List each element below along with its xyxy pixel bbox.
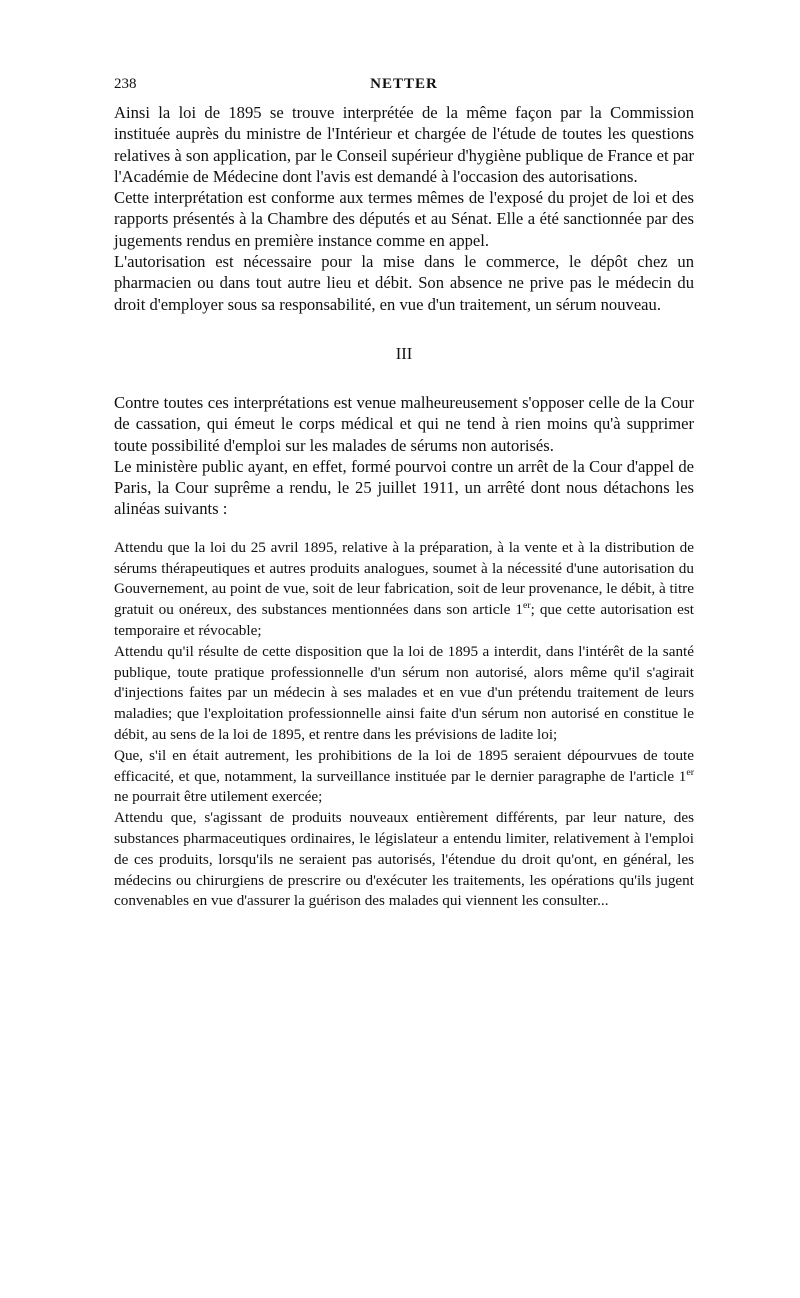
running-head-author: NETTER [370,76,438,92]
quote-paragraph [114,538,694,642]
quote-paragraph: Attendu qu'il résulte de cette disposition que la loi de 1895 a interdit, dans l'intérêt de la santé publique, toute pratique professionnelle d'un sérum non autorisé, alors même qu'il s'agirait d'injections faites par un médecin à ses malades et en vue d'un prétendu traitement de leurs maladies; que l'exploitation professionnelle ainsi faite d'un sérum non autorisé en constitue le débit, au sens de la loi de 1895, et rentre dans les prévisions de ladite loi; [114,642,694,743]
body-paragraph: Cette interprétation est conforme aux termes mêmes de l'exposé du projet de loi et des rapports présentés à la Chambre des députés et au Sénat. Elle a été sanctionnée par des jugements rendus en première instance comme en appel. [114,188,694,250]
book-page [114,72,694,912]
court-ruling-quote [114,538,694,912]
body-paragraph: Contre toutes ces interprétations est venue malheureusement s'opposer celle de la Cour de cassation, qui émeut le corps médical et qui ne tend à rien moins qu'à supprimer toute possibilité d'emploi sur les malades de sérums non autorisés. [114,392,694,455]
body-paragraph: Ainsi la loi de 1895 se trouve interprétée de la même façon par la Commission instituée auprès du ministre de l'Intérieur et chargée de l'étude de toutes les questions relatives à son application, par le Conseil supérieur d'hygiène publique de France et par l'Académie de Médecine dont l'avis est demandé à l'occasion des autorisations. [114,103,694,186]
quote-text: Attendu que la loi du 25 avril 1895, relative à la préparation, à la vente et à la distribution de sérums thérapeutiques et autres produits analogues, soumet à la nécessité d'une autorisation du Gouvernement, au point de vue, soit de leur fabrication, soit de leur provenance, le débit, à titre gratuit ou onéreux, des substances mentionnées dans son article 1 [114,538,694,619]
section-heading: III [395,343,413,363]
body-paragraph: Le ministère public ayant, en effet, formé pourvoi contre un arrêt de la Cour d'appel de Paris, la Cour suprême a rendu, le 25 juillet 1911, un arrêté dont nous détachons les alinéas suivants : [114,456,694,519]
running-head [114,72,694,96]
quote-text: ne pourrait être utilement exercée; [114,788,323,806]
body-paragraph: L'autorisation est nécessaire pour la mise dans le commerce, le dépôt chez un pharmacien ou dans tout autre lieu et débit. Son absence ne prive pas le médecin du droit d'employer sous sa responsabilité, en vue d'un traitement, un sérum nouveau. [114,252,694,314]
quote-text: ; que cette autorisation est temporaire et révocable; [114,601,694,639]
quote-paragraph: Attendu que, s'agissant de produits nouveaux entièrement différents, par leur nature, des substances pharmaceutiques ordinaires, le législateur a entendu limiter, relativement à l'emploi de ces produits, lorsqu'ils ne seraient pas autorisés, l'étendue du droit qu'ont, en général, les médecins ou chirurgiens de prescrire ou d'exécuter les traitements, les opérations qu'ils jugent convenables en vue d'assurer la guérison des malades qui viennent les consulter... [114,809,694,910]
superscript: er [522,600,531,612]
quote-text: Que, s'il en était autrement, les prohibitions de la loi de 1895 seraient dépourvues de toute efficacité, et que, notamment, la surveillance instituée par le dernier paragraphe de l'article 1 [114,746,694,785]
page-number: 238 [114,76,137,92]
superscript: er [686,766,694,778]
quote-paragraph [114,746,694,808]
